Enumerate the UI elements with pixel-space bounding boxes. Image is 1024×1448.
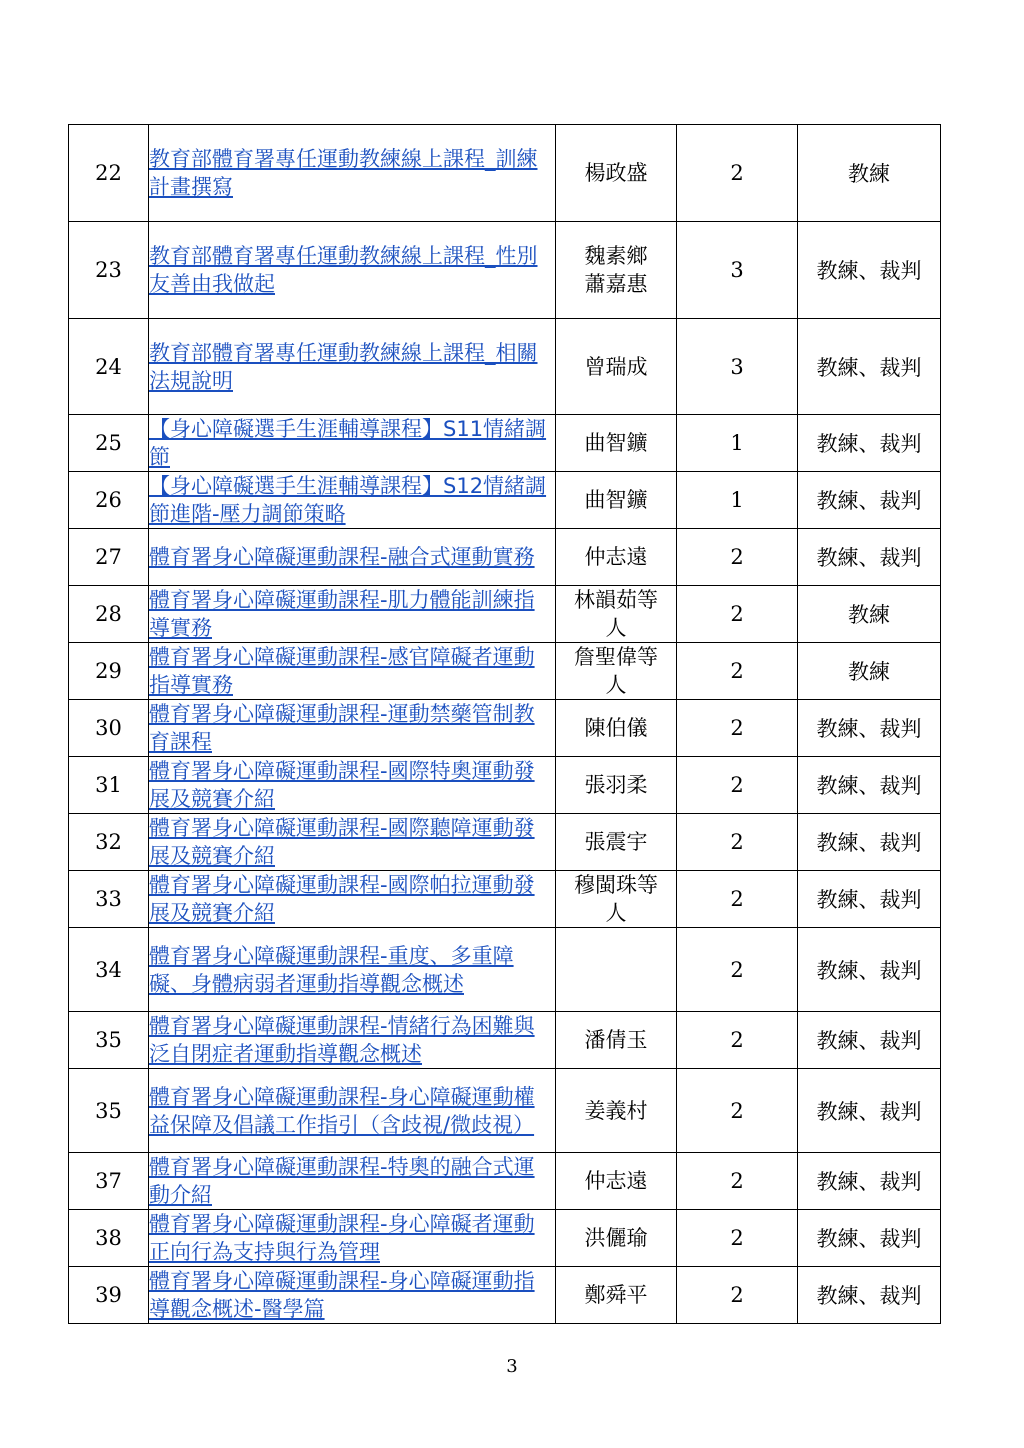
course-link[interactable]: 體育署身心障礙運動課程-特奧的融合式運動介紹: [149, 1155, 535, 1207]
row-number: 35: [69, 1069, 149, 1153]
course-link[interactable]: 教育部體育署專任運動教練線上課程_相關法規說明: [149, 340, 538, 393]
table-row: [69, 415, 941, 472]
table-row: [69, 222, 941, 319]
row-number: 33: [69, 871, 149, 928]
course-link[interactable]: 體育署身心障礙運動課程-國際特奧運動發展及競賽介紹: [149, 759, 535, 811]
course-link[interactable]: 教育部體育署專任運動教練線上課程_性別友善由我做起: [149, 244, 538, 296]
target-audience: 教練、裁判: [798, 1069, 941, 1153]
course-hours: 2: [677, 1267, 798, 1324]
row-number: 38: [69, 1210, 149, 1267]
table-row: [69, 319, 941, 415]
table-row: [69, 700, 941, 757]
course-table: [68, 124, 941, 1324]
lecturer-name: 姜義村: [556, 1069, 677, 1153]
target-audience: 教練、裁判: [798, 529, 941, 586]
lecturer-name: 魏素鄉 蕭嘉惠: [556, 222, 677, 319]
course-hours: 2: [677, 125, 798, 222]
lecturer-name: 仲志遠: [556, 529, 677, 586]
row-number: 22: [69, 125, 149, 222]
table-row: [69, 472, 941, 529]
table-row: [69, 757, 941, 814]
lecturer-name: 洪儷瑜: [556, 1210, 677, 1267]
course-link[interactable]: 教育部體育署專任運動教練線上課程_訓練計畫撰寫: [149, 147, 538, 199]
course-hours: 2: [677, 700, 798, 757]
lecturer-name: 林韻茹等人: [556, 586, 677, 643]
course-hours: 2: [677, 757, 798, 814]
target-audience: 教練、裁判: [798, 319, 941, 415]
course-link[interactable]: 體育署身心障礙運動課程-感官障礙者運動指導實務: [149, 645, 535, 697]
lecturer-name: 仲志遠: [556, 1153, 677, 1210]
target-audience: 教練、裁判: [798, 1012, 941, 1069]
course-hours: 2: [677, 643, 798, 700]
target-audience: 教練、裁判: [798, 1267, 941, 1324]
table-row: [69, 928, 941, 1012]
course-link[interactable]: 【身心障礙選手生涯輔導課程】S12情緒調節進階-壓力調節策略: [149, 474, 547, 526]
target-audience: 教練、裁判: [798, 700, 941, 757]
row-number: 25: [69, 415, 149, 472]
lecturer-name: 張羽柔: [556, 757, 677, 814]
course-hours: 2: [677, 871, 798, 928]
lecturer-name: 曲智鑛: [556, 472, 677, 529]
course-hours: 2: [677, 586, 798, 643]
row-number: 27: [69, 529, 149, 586]
course-hours: 3: [677, 222, 798, 319]
target-audience: 教練、裁判: [798, 814, 941, 871]
target-audience: 教練、裁判: [798, 472, 941, 529]
row-number: 26: [69, 472, 149, 529]
target-audience: 教練、裁判: [798, 757, 941, 814]
row-number: 23: [69, 222, 149, 319]
row-number: 30: [69, 700, 149, 757]
page-number: 3: [506, 1356, 518, 1377]
target-audience: 教練: [798, 643, 941, 700]
course-link[interactable]: 【身心障礙選手生涯輔導課程】S11情緒調節: [149, 417, 547, 469]
lecturer-name: 曲智鑛: [556, 415, 677, 472]
table-row: [69, 125, 941, 222]
course-link[interactable]: 體育署身心障礙運動課程-國際帕拉運動發展及競賽介紹: [149, 873, 535, 925]
course-hours: 2: [677, 814, 798, 871]
lecturer-name: 楊政盛: [556, 125, 677, 222]
row-number: 32: [69, 814, 149, 871]
lecturer-name: 潘倩玉: [556, 1012, 677, 1069]
course-link[interactable]: 體育署身心障礙運動課程-身心障礙運動指導觀念概述-醫學篇: [149, 1269, 535, 1321]
row-number: 37: [69, 1153, 149, 1210]
target-audience: 教練、裁判: [798, 1210, 941, 1267]
lecturer-name: 陳伯儀: [556, 700, 677, 757]
table-row: [69, 643, 941, 700]
course-link[interactable]: 體育署身心障礙運動課程-身心障礙運動權益保障及倡議工作指引（含歧視/微歧視）: [149, 1084, 535, 1137]
course-hours: 2: [677, 928, 798, 1012]
target-audience: 教練: [798, 125, 941, 222]
row-number: 28: [69, 586, 149, 643]
target-audience: 教練、裁判: [798, 415, 941, 472]
course-hours: 2: [677, 1069, 798, 1153]
row-number: 31: [69, 757, 149, 814]
course-link[interactable]: 體育署身心障礙運動課程-身心障礙者運動正向行為支持與行為管理: [149, 1212, 535, 1264]
target-audience: 教練、裁判: [798, 871, 941, 928]
course-link[interactable]: 體育署身心障礙運動課程-肌力體能訓練指導實務: [149, 588, 535, 640]
course-link[interactable]: 體育署身心障礙運動課程-情緒行為困難與泛自閉症者運動指導觀念概述: [149, 1014, 535, 1066]
course-hours: 1: [677, 472, 798, 529]
target-audience: 教練、裁判: [798, 1153, 941, 1210]
table-row: [69, 1210, 941, 1267]
table-row: [69, 586, 941, 643]
table-row: [69, 871, 941, 928]
table-row: [69, 814, 941, 871]
lecturer-name: 詹聖偉等人: [556, 643, 677, 700]
course-hours: 2: [677, 1210, 798, 1267]
target-audience: 教練、裁判: [798, 928, 941, 1012]
lecturer-name: 曾瑞成: [556, 319, 677, 415]
lecturer-name: 張震宇: [556, 814, 677, 871]
table-row: [69, 1267, 941, 1324]
table-row: [69, 1069, 941, 1153]
row-number: 39: [69, 1267, 149, 1324]
course-hours: 2: [677, 1012, 798, 1069]
table-row: [69, 1153, 941, 1210]
course-hours: 1: [677, 415, 798, 472]
course-link[interactable]: 體育署身心障礙運動課程-運動禁藥管制教育課程: [149, 702, 535, 754]
row-number: 35: [69, 1012, 149, 1069]
lecturer-name: [556, 928, 677, 1012]
lecturer-name: 穆閩珠等人: [556, 871, 677, 928]
lecturer-name: 鄭舜平: [556, 1267, 677, 1324]
table-row: [69, 1012, 941, 1069]
course-link[interactable]: 體育署身心障礙運動課程-重度、多重障礙、身體病弱者運動指導觀念概述: [149, 943, 514, 996]
course-link[interactable]: 體育署身心障礙運動課程-融合式運動實務: [149, 545, 535, 569]
course-hours: 2: [677, 529, 798, 586]
target-audience: 教練: [798, 586, 941, 643]
row-number: 34: [69, 928, 149, 1012]
course-hours: 2: [677, 1153, 798, 1210]
course-link[interactable]: 體育署身心障礙運動課程-國際聽障運動發展及競賽介紹: [149, 816, 535, 868]
table-row: [69, 529, 941, 586]
row-number: 29: [69, 643, 149, 700]
course-hours: 3: [677, 319, 798, 415]
row-number: 24: [69, 319, 149, 415]
target-audience: 教練、裁判: [798, 222, 941, 319]
